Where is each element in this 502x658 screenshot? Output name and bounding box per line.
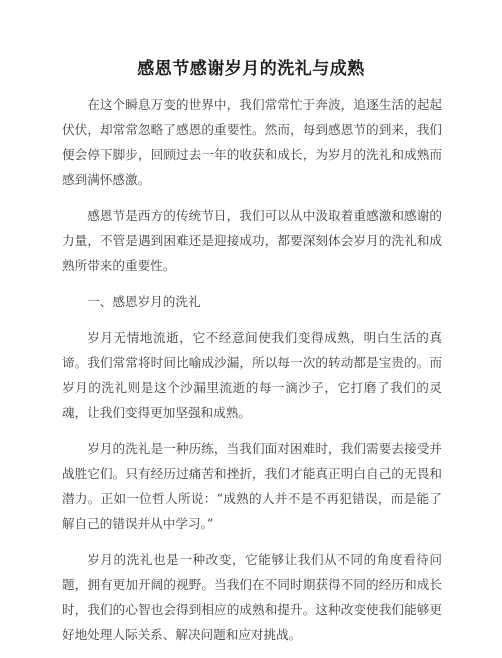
paragraph-festival: 感恩节是西方的传统节日，我们可以从中汲取着重感激和感谢的力量，不管是遇到困难还是迎接成功，都要深刻体会岁月的洗礼和成熟所带来的重要性。 <box>62 208 442 273</box>
paragraph-trial: 岁月的洗礼是一种历练，当我们面对困难时，我们需要去接受并战胜它们。只有经历过痛苦和挫折，我们才能真正明白自己的无畏和潜力。正如一位哲人所说：“成熟的人并不是不再犯错误，而是能了解自己的错误并从中学习。” <box>62 441 442 531</box>
document-title: 感恩节感谢岁月的洗礼与成熟 <box>137 59 365 79</box>
paragraph-intro: 在这个瞬息万变的世界中，我们常常忙于奔波，追逐生活的起起伏伏，却常常忽略了感恩的重要性。然而，每到感恩节的到来，我们便会停下脚步，回顾过去一年的收获和成长，为岁月的洗礼和成熟而感到满怀感激。 <box>62 97 442 187</box>
paragraph-time: 岁月无情地流逝，它不经意间使我们变得成熟，明白生活的真谛。我们常常将时间比喻成沙漏，所以每一次的转动都是宝贵的。而岁月的洗礼则是这个沙漏里流逝的每一滴沙子，它打磨了我们的灵魂，让我们变得更加坚强和成熟。 <box>62 330 442 420</box>
section-heading: 一、感恩岁月的洗礼 <box>87 294 201 309</box>
paragraph-change: 岁月的洗礼也是一种改变，它能够让我们从不同的角度看待问题，拥有更加开阔的视野。当我们在不同时期获得不同的经历和成长时，我们的心智也会得到相应的成熟和提升。这种改变使我们能够更好地处理人际关系、解决问题和应对挑战。 <box>62 552 442 642</box>
document-body <box>62 92 442 658</box>
